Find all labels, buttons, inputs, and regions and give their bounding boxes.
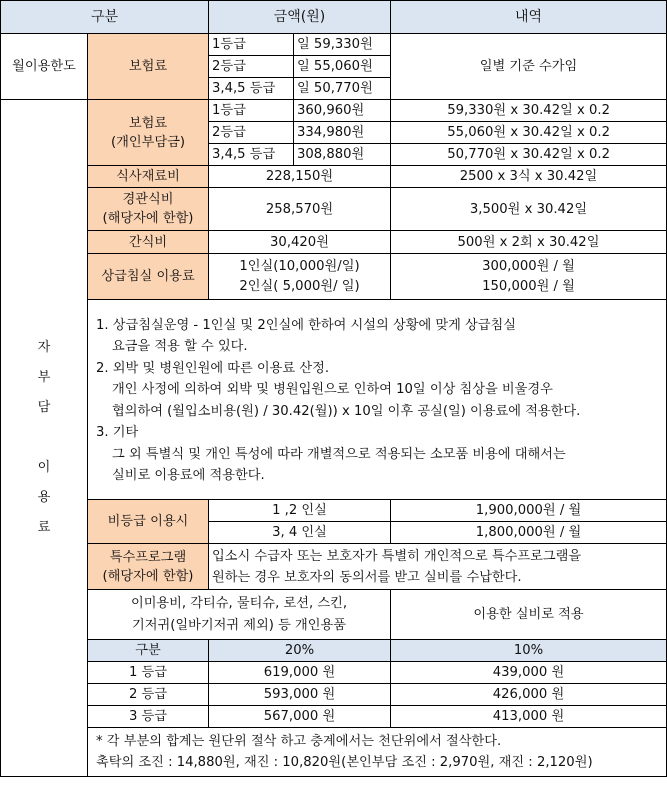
header-category: 구분 — [1, 1, 209, 34]
rate-col2: 426,000 원 — [391, 684, 667, 706]
copay-grade: 1등급 — [209, 100, 294, 122]
copay-amount: 360,960원 — [294, 100, 391, 122]
snack-details: 500원 x 2회 x 30.42일 — [391, 231, 667, 254]
room-label: 상급침실 이용료 — [88, 254, 209, 300]
tube-label: 경관식비 (해당자에 한함) — [88, 188, 209, 231]
footer-note: * 각 부분의 합계는 원단위 절삭 하고 충계에서는 천단위에서 절삭한다. 촉탁의 조진 : 14,880원, 재진 : 10,820원(본인부담 조진 : 2,970원, 재진 : 2,120원) — [88, 728, 667, 777]
snack-amount: 30,420원 — [209, 231, 391, 254]
rate-grade: 2 등급 — [88, 684, 209, 706]
nongrade-amount: 1 ,2 인실 — [209, 500, 391, 522]
snack-label: 간식비 — [88, 231, 209, 254]
rate-grade: 1 등급 — [88, 662, 209, 684]
tube-details: 3,500원 x 30.42일 — [391, 188, 667, 231]
rate-col1: 619,000 원 — [209, 662, 391, 684]
personal-items-label: 이미용비, 각티슈, 물티슈, 로션, 스킨, 기저귀(일바기저귀 제외) 등 개인용품 — [88, 590, 391, 640]
monthly-grade: 1등급 — [209, 34, 294, 56]
meal-details: 2500 x 3식 x 30.42일 — [391, 166, 667, 188]
room-details: 300,000원 / 월 150,000원 / 월 — [391, 254, 667, 300]
rate-col2: 413,000 원 — [391, 706, 667, 728]
special-text: 입소시 수급자 또는 보호자가 특별히 개인적으로 특수프로그램을 원하는 경우 보호자의 동의서를 받고 실비를 수납한다. — [209, 544, 667, 590]
copay-details: 59,330원 x 30.42일 x 0.2 — [391, 100, 667, 122]
nongrade-label: 비등급 이용시 — [88, 500, 209, 544]
tube-amount: 258,570원 — [209, 188, 391, 231]
monthly-limit-item: 보험료 — [88, 34, 209, 100]
monthly-amount: 일 55,060원 — [294, 56, 391, 78]
monthly-amount: 일 50,770원 — [294, 78, 391, 100]
rates-header-col1: 20% — [209, 640, 391, 662]
monthly-amount: 일 59,330원 — [294, 34, 391, 56]
header-details: 내역 — [391, 1, 667, 34]
copay-amount: 308,880원 — [294, 144, 391, 166]
copay-label: 보험료 (개인부담금) — [88, 100, 209, 166]
rate-grade: 3 등급 — [88, 706, 209, 728]
monthly-limit-label: 월이용한도 — [1, 34, 88, 100]
rate-col2: 439,000 원 — [391, 662, 667, 684]
monthly-grade: 2등급 — [209, 56, 294, 78]
rate-col1: 593,000 원 — [209, 684, 391, 706]
copay-details: 50,770원 x 30.42일 x 0.2 — [391, 144, 667, 166]
copay-grade: 3,4,5 등급 — [209, 144, 294, 166]
personal-items-details: 이용한 실비로 적용 — [391, 590, 667, 640]
rates-header-category: 구분 — [88, 640, 209, 662]
copay-grade: 2등급 — [209, 122, 294, 144]
rate-col1: 567,000 원 — [209, 706, 391, 728]
monthly-limit-details: 일별 기준 수가임 — [391, 34, 667, 100]
copay-details: 55,060원 x 30.42일 x 0.2 — [391, 122, 667, 144]
meal-label: 식사재료비 — [88, 166, 209, 188]
copay-amount: 334,980원 — [294, 122, 391, 144]
monthly-grade: 3,4,5 등급 — [209, 78, 294, 100]
header-amount: 금액(원) — [209, 1, 391, 34]
meal-amount: 228,150원 — [209, 166, 391, 188]
room-amount: 1인실(10,000원/일) 2인실( 5,000원/ 일) — [209, 254, 391, 300]
special-label: 특수프로그램 (해당자에 한함) — [88, 544, 209, 590]
nongrade-amount: 3, 4 인실 — [209, 522, 391, 544]
self-pay-label: 자 부 담 이 용 료 — [1, 100, 88, 777]
notes-block: 1. 상급침실운영 - 1인실 및 2인실에 한하여 시설의 상황에 맞게 상급침실 요금을 적용 할 수 있다. 2. 외박 및 병원인원에 따른 이용료 산정. 개인 사정에 의하여 외박 및 병원입원으로 인하여 10일 이상 침상을 비울경우 협의하여 (월입소비용(원) / 30.42(월)) x 10일 이후 공실(일) 이용료에 적용한다. 3. 기타 그 외 특별식 및 개인 특성에 따라 개별적으로 적용되는 소모품 비용에 대해서는 실비로 이용료에 적용한다. — [88, 300, 667, 500]
nongrade-details: 1,900,000원 / 월 — [391, 500, 667, 522]
rates-header-col2: 10% — [391, 640, 667, 662]
nongrade-details: 1,800,000원 / 월 — [391, 522, 667, 544]
